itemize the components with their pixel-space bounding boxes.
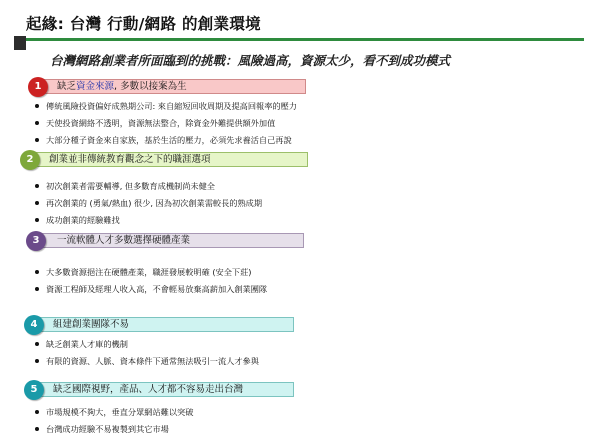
- section-4-heading: 組建創業團隊不易: [53, 319, 130, 330]
- section-3-heading: 一流軟體人才多數選擇硬體產業: [57, 235, 191, 246]
- list-item: 台灣成功經驗不易複製到其它市場: [34, 423, 374, 435]
- section-1-heading-pre: 缺乏: [57, 81, 77, 92]
- list-item: 再次創業的 (勇氣/熱血) 很少, 因為初次創業需較長的熟成期: [34, 197, 374, 209]
- list-item: 天使投資網絡不透明，資源無法整合，除資金外難提供額外加值: [34, 117, 374, 129]
- section-5-heading: 缺乏國際視野，產品、人才都不容易走出台灣: [53, 384, 244, 395]
- title-rule: [14, 38, 584, 41]
- section-4-number: 4: [24, 315, 44, 335]
- list-item: 傳統風險投資偏好成熟期公司: 來自縮短回收周期及提高回報率的壓力: [34, 100, 374, 112]
- page-subtitle: 台灣網路創業者所面臨到的挑戰：風險過高，資源太少，看不到成功模式: [50, 53, 451, 68]
- section-5-bar: [36, 382, 294, 397]
- section-1-heading-post: , 多數以接案為生: [114, 81, 187, 92]
- section-2-list: [34, 180, 374, 231]
- list-item: 成功創業的經驗難找: [34, 214, 374, 226]
- section-3-number: 3: [26, 231, 46, 251]
- section-4-list: [34, 338, 374, 372]
- title-rule-marker: [14, 36, 26, 50]
- list-item: 資源工程師及經理人收入高，不會輕易放棄高薪加入創業團隊: [34, 283, 320, 295]
- section-2-number: 2: [20, 150, 40, 170]
- section-2-bar: [32, 152, 308, 167]
- section-1-bar: [40, 79, 306, 94]
- list-item: 市場規模不夠大，垂直分眾網站難以突破: [34, 406, 374, 418]
- list-item: 大部分種子資金來自家族，基於生活的壓力，必須先求養活自己再說: [34, 134, 374, 146]
- list-item: 初次創業者需要輔導, 但多數育成機制尚未健全: [34, 180, 374, 192]
- section-3-list: [34, 266, 320, 300]
- list-item: 有限的資源、人脈、資本條件下通常無法吸引一流人才參與: [34, 355, 374, 367]
- section-1-heading-highlight: 資金來源: [76, 81, 115, 92]
- section-1-list: [34, 100, 374, 151]
- section-1-number: 1: [28, 77, 48, 97]
- section-5-list: [34, 406, 374, 440]
- section-2-heading: 創業並非傳統教育觀念之下的職涯選項: [49, 154, 211, 165]
- list-item: 缺乏創業人才庫的機制: [34, 338, 374, 350]
- page-title: 起緣: 台灣 行動/網路 的創業環境: [26, 15, 261, 33]
- section-4-bar: [36, 317, 294, 332]
- section-3-bar: [38, 233, 304, 248]
- section-5-number: 5: [24, 380, 44, 400]
- list-item: 大多數資源挹注在硬體產業，職涯發展較明確 (安全下莊): [34, 266, 320, 278]
